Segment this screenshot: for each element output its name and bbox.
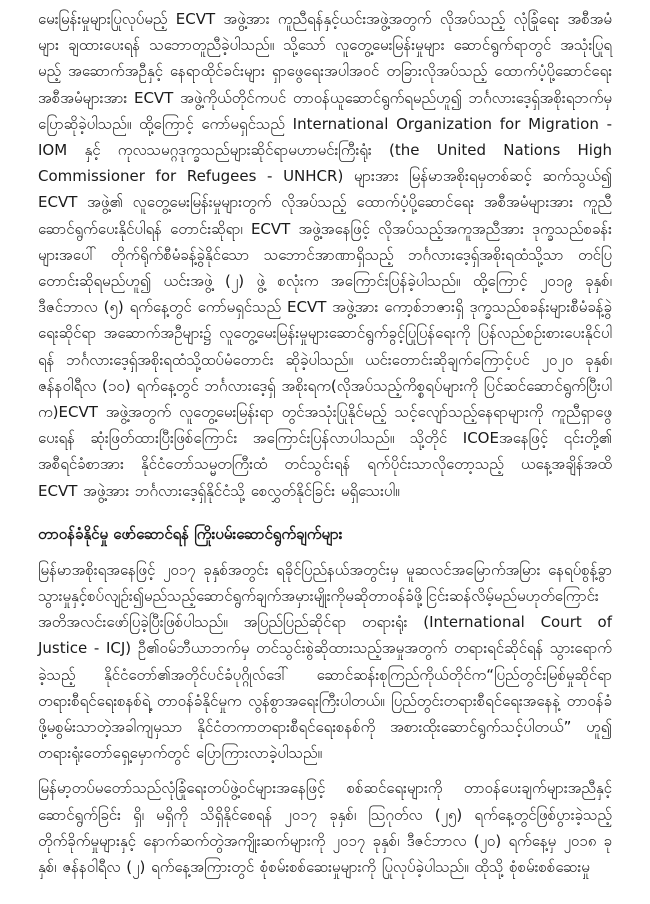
- paragraph-gap: [38, 504, 612, 513]
- body-paragraph-1: မေးမြန်းမှုများပြုလုပ်မည့် ECVT အဖွဲ့အား ကူညီရန်နှင့်ယင်းအဖွဲ့အတွက် လိုအပ်သည့် လုံခြုံရေး အစီအမံများ ချထားပေးရန် သဘောတူညီခဲ့ပါသည်။ သို့သော် လူတွေ့မေးမြန်းမှုများ ဆောင်ရွက်ရာတွင် အသုံးပြုရမည့် အဆောက်အဦနှင့် နေရာထိုင်ခင်းများ ရှာဖွေရေးအပါအဝင် တခြားလိုအပ်သည့် ထောက်ပံ့ပို့ဆောင်ရေး အစီအမံများအား ECVT အဖွဲ့ကိုယ်တိုင်ကပင် တာဝန်ယူဆောင်ရွက်ရမည်ဟူ၍ ဘင်္ဂလားဒေ့ရှ်အစိုးရဘက်မှ ပြောဆိုခဲ့ပါသည်။ ထို့ကြောင့် ကော်မရှင်သည် International Organization for Migration - IOM နှင့် ကုလသမဂ္ဂဒုက္ခသည်များဆိုင်ရာမဟာမင်းကြီးရုံး (the United Nations High Commissioner for Refugees - UNHCR) များအား မြန်မာအစိုးရမှတစ်ဆင့် ဆက်သွယ်၍ ECVT အဖွဲ့၏ လူတွေ့မေးမြန်းမှုများတွက် လိုအပ်သည့် ထောက်ပံ့ပို့ဆောင်ရေး အစီအမံများအား ကူညီဆောင်ရွက်ပေးနိုင်ပါရန် တောင်းဆိုရာ၊ ECVT အဖွဲ့အနေဖြင့် လိုအပ်သည့်အကူအညီအား ဒုက္ခသည်စခန်းများအပေါ် တိုက်ရိုက်စီမံခန့်ခွဲနိုင်သော သဘောင်အာဏာရှိသည့် ဘင်္ဂလားဒေ့ရှ်အစိုးရထံသို့သာ တင်ပြတောင်းဆိုရမည်ဟူ၍ ယင်းအဖွဲ့ (၂) ဖွဲ့ စလုံးက အကြောင်းပြန်ခဲ့ပါသည်။ ထို့ကြောင့် ၂၀၁၉ ခုနှစ်၊ ဒီဇင်ဘာလ (၅) ရက်နေ့တွင် ကော်မရှင်သည် ECVT အဖွဲ့အား ကော့စ်ဘဇားရှိ ဒုက္ခသည်စခန်းများစီမံခန့်ခွဲရေးဆိုင်ရာ အဆောက်အဦများ၌ လူတွေ့မေးမြန်းမှုများဆောင်ရွက်ခွင့်ပြုပြန်ရေးကို ပြန်လည်စဉ်းစားပေးနိုင်ပါရန် ဘင်္ဂလားဒေ့ရှ်အစိုးရထံသို့ထပ်မံတောင်း ဆိုခဲ့ပါသည်။ ယင်းတောင်းဆိုချက်ကြောင့်ပင် ၂၀၂၀ ခုနှစ်၊ ဇန်နဝါရီလ (၁၀) ရက်နေ့တွင် ဘင်္ဂလားဒေ့ရှ် အစိုးရက(လိုအပ်သည့်ကိစ္စရပ်များကို ပြင်ဆင်ဆောင်ရွက်ပြီးပါက)ECVT အဖွဲ့အတွက် လူတွေ့မေးမြန်းရာ တွင်အသုံးပြုနိုင်မည့် သင့်လျော်သည့်နေရာများကို ကူညီရှာဖွေပေးရန် ဆုံးဖြတ်ထားပြီးဖြစ်ကြောင်း အကြောင်းပြန်လာပါသည်။ သို့တိုင် ICOEအနေဖြင့် ၎င်းတို့၏ အစီရင်ခံစာအား နိုင်ငံတော်သမ္မတကြီးထံ တင်သွင်းရန် ရက်ပိုင်းသာလိုတော့သည့် ယနေ့အချိန်အထိ ECVT အဖွဲ့အား ဘင်္ဂလားဒေ့ရှ်နိုင်ငံသို့ စေလွှတ်နိုင်ခြင်း မရှိသေးပါ။: [38, 10, 612, 500]
- body-paragraph-2: မြန်မာအစိုးရအနေဖြင့် ၂၀၁၇ ခုနှစ်အတွင်း ရခိုင်ပြည်နယ်အတွင်းမှ မူဆလင်အမြောက်အမြား နေရပ်စွန့်ခွာ သွားမှုနှင့်စပ်လျဉ်း၍မည်သည့်ဆောင်ရွက်ချက်အမှားမျိုးကိုမဆိုတာဝန်ခံဖို့ငြင်းဆန်လိမ့်မည်မဟုတ်ကြောင်း အတိအလင်းဖော်ပြခဲ့ပြီးဖြစ်ပါသည်။ အပြည်ပြည်ဆိုင်ရာ တရားရုံး (International Court of Justice - ICJ) ဦ၏ဝမ်ဘီယာဘက်မှ တင်သွင်းစွဲဆိုထားသည့်အမှုအတွက် တရားရင်ဆိုင်ရန် သွားရောက်ခဲ့သည့် နိုင်ငံတော်၏အတိုင်ပင်ခံပုဂ္ဂိုလ်ဒေါ် ဆောင်ဆန်းစုကြည်ကိုယ်တိုင်က“ပြည်တွင်းမြစ်မှုဆိုင်ရာ တရားစီရင်ရေးစနစ်ရဲ့ တာဝန်ခံနိုင်မှုက လွန်စွာအရေးကြီးပါတယ်။ ပြည်တွင်းတရားစီရင်ရေးအနေနဲ့ တာဝန်ခံဖို့မစွမ်းသာတဲ့အခါကျမှသာ နိုင်ငံတကာတရားစီရင်ရေးစနစ်ကို အစားထိုးဆောင်ရွက်သင့်ပါတယ်” ဟူ၍ တရားရုံးတော်ရှေ့မှောက်တွင် ပြောကြားလာခဲ့ပါသည်။: [38, 560, 612, 763]
- section-heading: တာဝန်ခံနိုင်မှု ဖော်ဆောင်ရန် ကြိုးပမ်းဆောင်ရွက်ချက်များ: [38, 524, 343, 543]
- body-paragraph-3: မြန်မာ့တပ်မတော်သည်လုံခြုံရေးတပ်ဖွဲ့ဝင်များအနေဖြင့် စစ်ဆင်ရေးများကို တာဝန်ပေးချက်များအညီနှင့် ဆောင်ရွက်ခြင်း ရှိ၊ မရှိကို သိရှိနိုင်စေရန် ၂၀၁၇ ခုနှစ်၊ ဩဂုတ်လ (၂၅) ရက်နေ့တွင်ဖြစ်ပွားခဲ့သည့် တိုက်ခိုက်မှုများနှင့် နောက်ဆက်တွဲအကျိုးဆက်များကို ၂၀၁၇ ခုနှစ်၊ ဒီဇင်ဘာလ (၂၀) ရက်နေ့မှ ၂၀၁၈ ခုနှစ်၊ ဇန်နဝါရီလ (၂) ရက်နေ့အကြားတွင် စုံစမ်းစစ်ဆေးမှုများကို ပြုလုပ်ခဲ့ပါသည်။ ထိုသို့ စုံစမ်းစစ်ဆေးမှု: [38, 779, 612, 877]
- paragraph-gap: [38, 766, 612, 775]
